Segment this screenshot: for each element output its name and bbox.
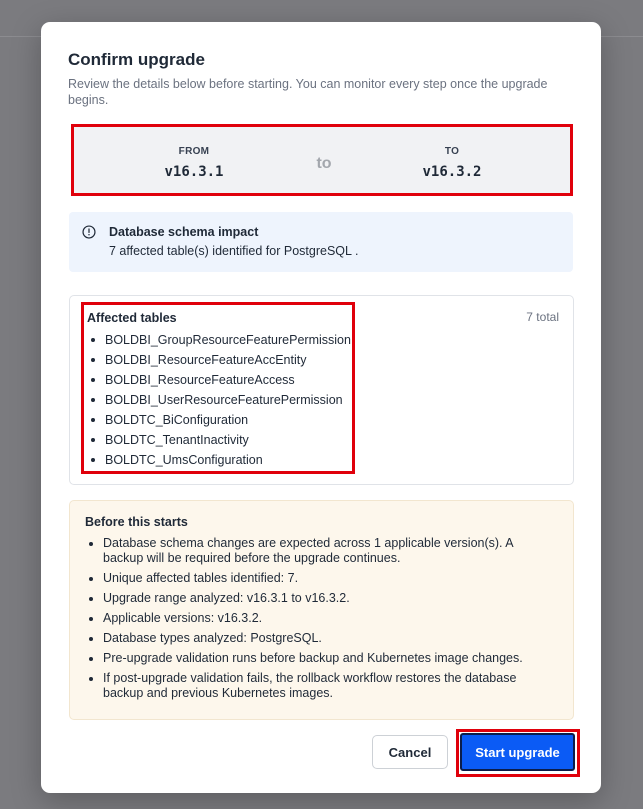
from-version	[134, 146, 254, 180]
dialog-subtitle: Review the details below before starting. You can monitor every step once the upgrade begins.	[68, 77, 548, 107]
version-range	[71, 124, 573, 196]
version-separator: to	[316, 155, 332, 172]
affected-tables-highlight	[81, 302, 355, 474]
to-label: TO	[444, 146, 460, 157]
dialog-title: Confirm upgrade	[68, 50, 205, 69]
before-starts-card	[69, 500, 574, 720]
from-label: FROM	[178, 146, 210, 157]
before-starts-heading: Before this starts	[85, 515, 188, 529]
list-item: Applicable versions: v16.3.2.	[85, 611, 540, 626]
to-value: v16.3.2	[422, 164, 482, 180]
list-item: Database types analyzed: PostgreSQL.	[85, 631, 540, 646]
affected-tables-card	[69, 295, 574, 485]
affected-tables-total: 7 total	[526, 310, 559, 324]
list-item: BOLDBI_ResourceFeatureAccEntity	[87, 350, 351, 370]
affected-tables-list	[87, 330, 351, 470]
list-item: BOLDBI_GroupResourceFeaturePermission	[87, 330, 351, 350]
list-item: Unique affected tables identified: 7.	[85, 571, 540, 586]
impact-heading: Database schema impact	[109, 225, 259, 239]
list-item: BOLDTC_BiConfiguration	[87, 410, 351, 430]
start-upgrade-button[interactable]: Start upgrade	[460, 733, 575, 771]
confirm-upgrade-dialog	[41, 22, 601, 793]
list-item: If post-upgrade validation fails, the rollback workflow restores the database backup and previous Kubernetes images.	[85, 671, 540, 701]
from-value: v16.3.1	[164, 164, 224, 180]
list-item: Upgrade range analyzed: v16.3.1 to v16.3.2.	[85, 591, 540, 606]
cancel-button[interactable]: Cancel	[372, 735, 448, 769]
list-item: BOLDTC_TenantInactivity	[87, 430, 351, 450]
impact-text: 7 affected table(s) identified for PostgreSQL .	[109, 244, 359, 258]
start-upgrade-highlight	[456, 729, 580, 777]
list-item: Database schema changes are expected across 1 applicable version(s). A backup will be required before the upgrade continues.	[85, 536, 540, 566]
info-icon	[82, 225, 96, 239]
list-item: BOLDBI_UserResourceFeaturePermission	[87, 390, 351, 410]
to-version	[392, 146, 512, 180]
schema-impact-notice	[69, 212, 573, 272]
list-item: Pre-upgrade validation runs before backup and Kubernetes image changes.	[85, 651, 540, 666]
affected-tables-heading: Affected tables	[87, 311, 177, 325]
list-item: BOLDBI_ResourceFeatureAccess	[87, 370, 351, 390]
list-item: BOLDTC_UmsConfiguration	[87, 450, 351, 470]
before-starts-list	[85, 536, 540, 706]
